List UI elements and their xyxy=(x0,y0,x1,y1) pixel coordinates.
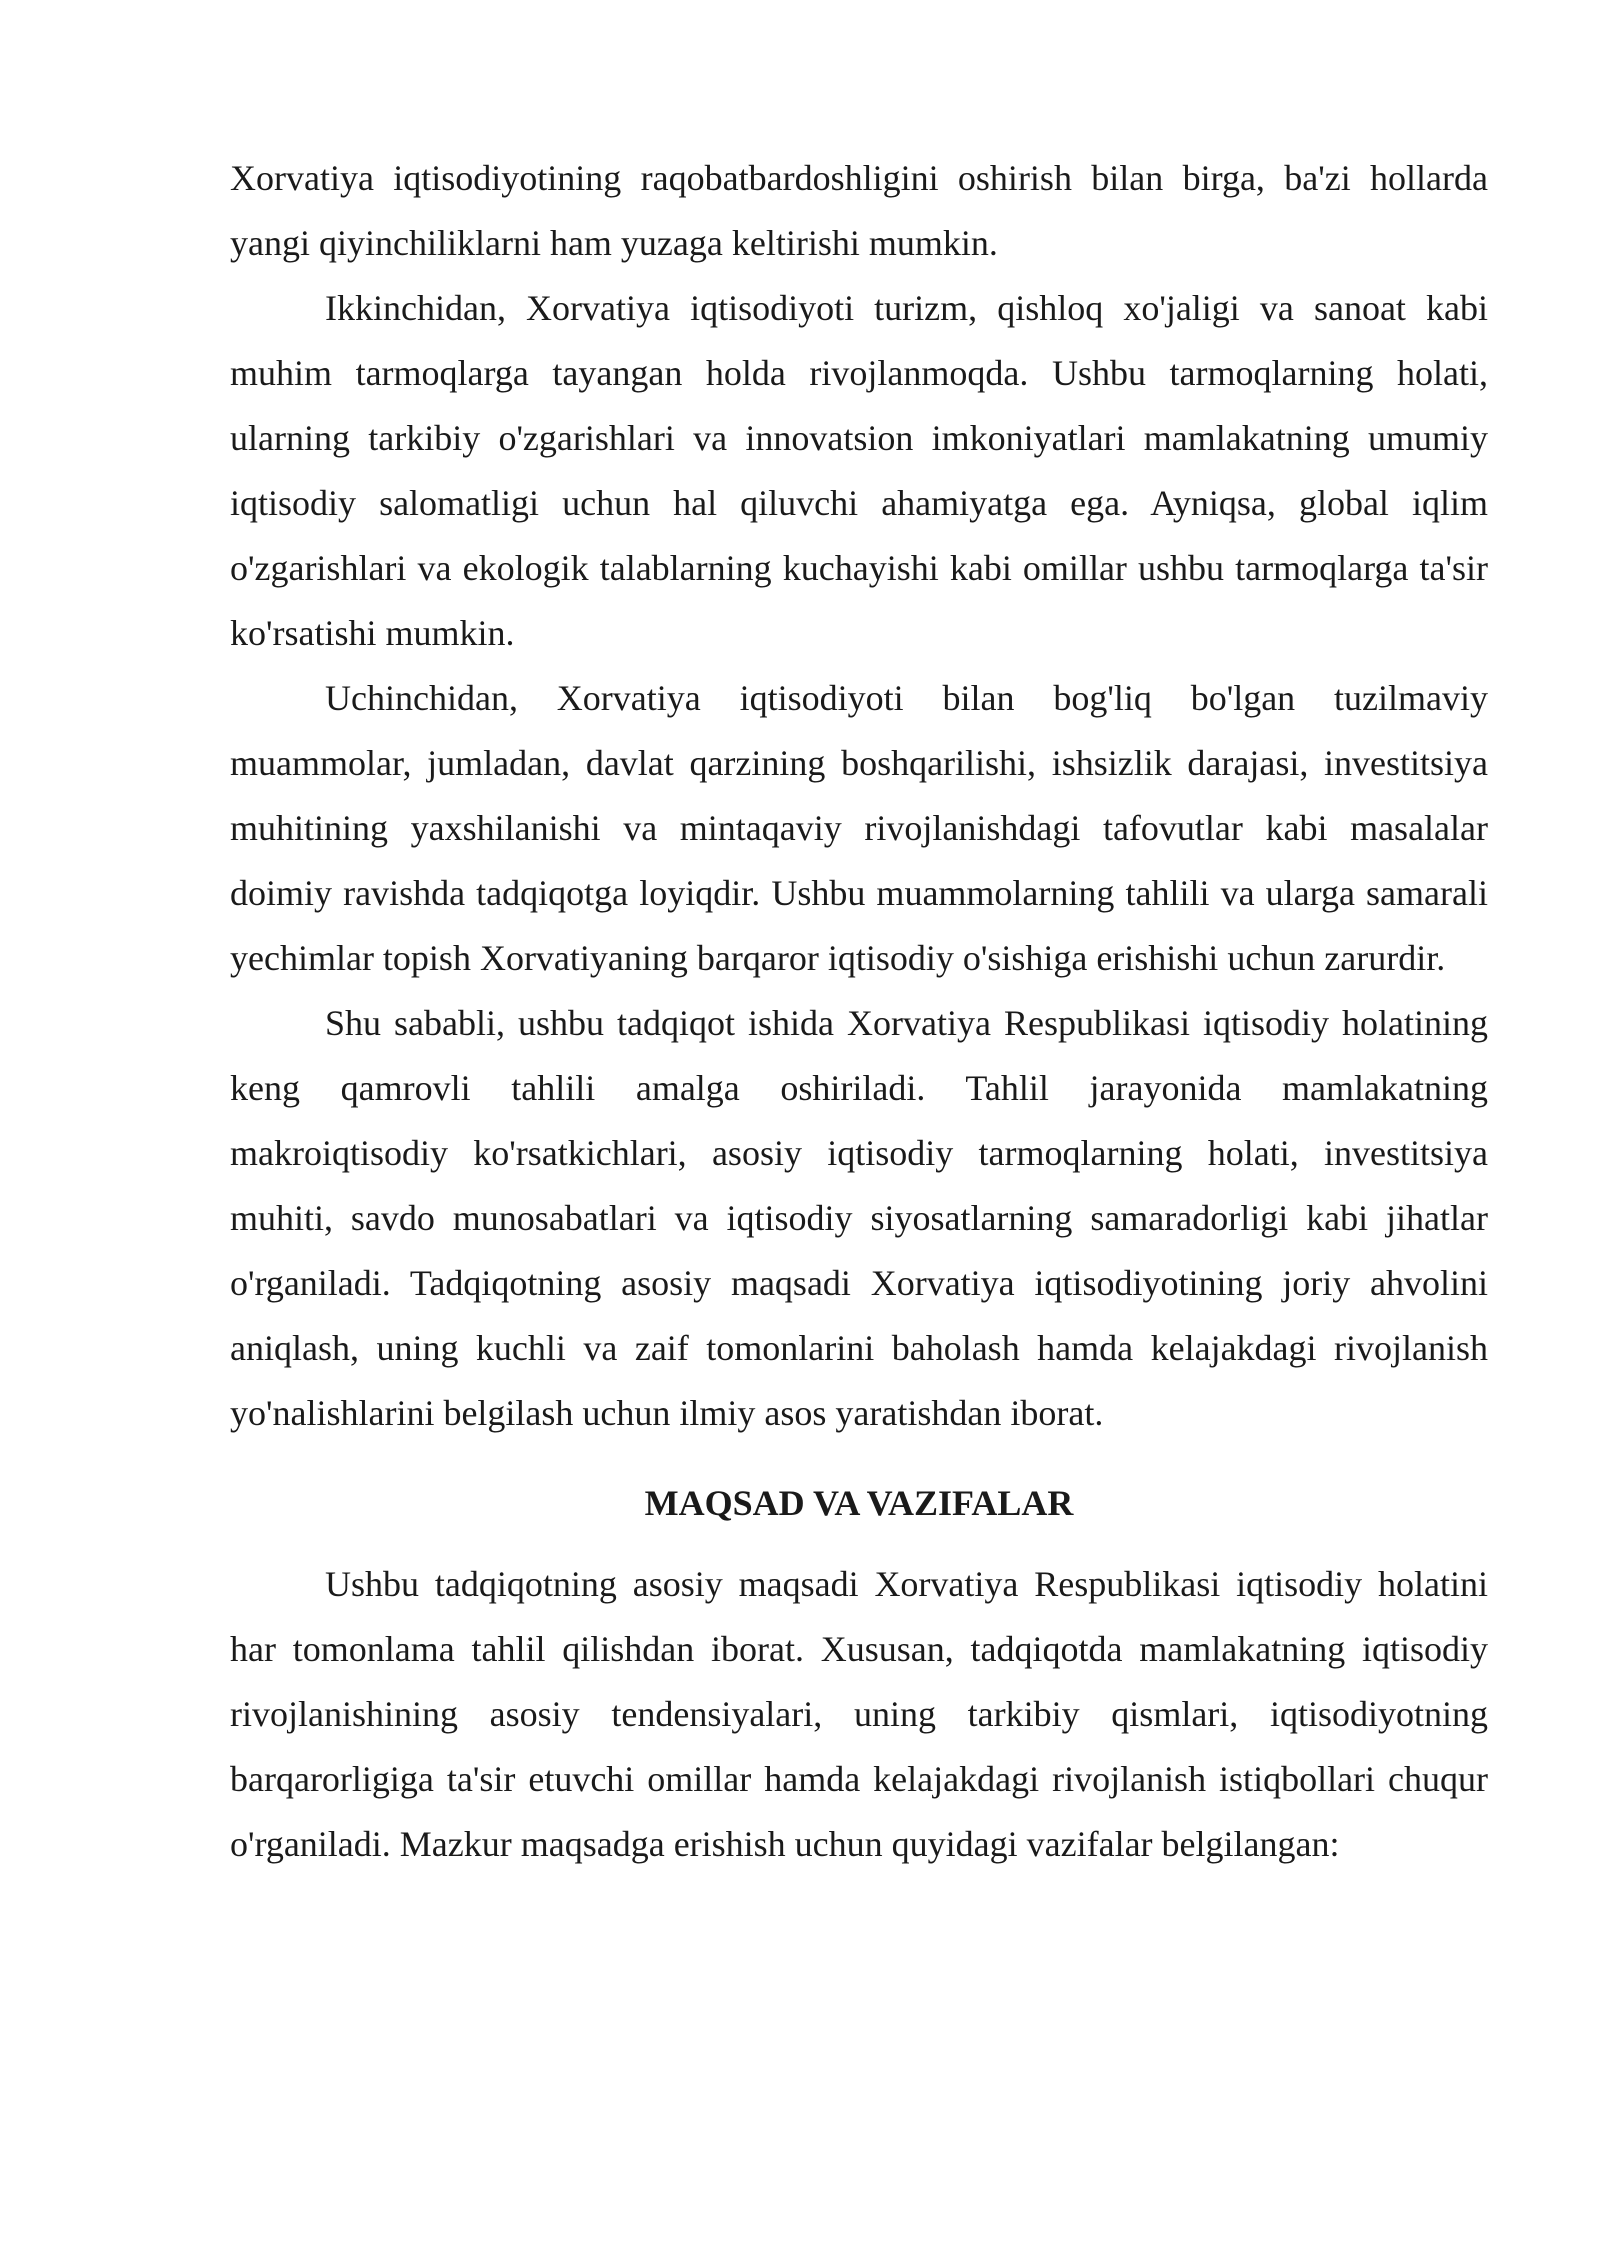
paragraph-goals: Ushbu tadqiqotning asosiy maqsadi Xorvatiya Respublikasi iqtisodiy holatini har tomonlama tahlil qilishdan iborat. Xususan, tadqiqotda mamlakatning iqtisodiy rivojlanishining asosiy tendensiyalari, uning tarkibiy qismlari, iqtisodiyotning barqarorligiga ta'sir etuvchi omillar hamda kelajakdagi rivojlanish istiqbollari chuqur o'rganiladi. Mazkur maqsadga erishish uchun quyidagi vazifalar belgilangan: xyxy=(230,1564,1488,1864)
page-body xyxy=(230,146,1488,1877)
paragraph-research-scope: Shu sababli, ushbu tadqiqot ishida Xorvatiya Respublikasi iqtisodiy holatining keng qamrovli tahlili amalga oshiriladi. Tahlil jarayonida mamlakatning makroiqtisodiy ko'rsatkichlari, asosiy iqtisodiy tarmoqlarning holati, investitsiya muhiti, savdo munosabatlari va iqtisodiy siyosatlarning samaradorligi kabi jihatlar o'rganiladi. Tadqiqotning asosiy maqsadi Xorvatiya iqtisodiyotining joriy ahvolini aniqlash, uning kuchli va zaif tomonlarini baholash hamda kelajakdagi rivojlanish yo'nalishlarini belgilash uchun ilmiy asos yaratishdan iborat. xyxy=(230,1003,1488,1433)
section-heading: MAQSAD VA VAZIFALAR xyxy=(644,1483,1074,1523)
paragraph-third: Uchinchidan, Xorvatiya iqtisodiyoti bilan bog'liq bo'lgan tuzilmaviy muammolar, jumladan, davlat qarzining boshqarilishi, ishsizlik darajasi, investitsiya muhitining yaxshilanishi va mintaqaviy rivojlanishdagi tafovutlar kabi masalalar doimiy ravishda tadqiqotga loyiqdir. Ushbu muammolarning tahlili va ularga samarali yechimlar topish Xorvatiyaning barqaror iqtisodiy o'sishiga erishishi uchun zarurdir. xyxy=(230,678,1488,978)
paragraph-second: Ikkinchidan, Xorvatiya iqtisodiyoti turizm, qishloq xo'jaligi va sanoat kabi muhim tarmoqlarga tayangan holda rivojlanmoqda. Ushbu tarmoqlarning holati, ularning tarkibiy o'zgarishlari va innovatsion imkoniyatlari mamlakatning umumiy iqtisodiy salomatligi uchun hal qiluvchi ahamiyatga ega. Ayniqsa, global iqlim o'zgarishlari va ekologik talablarning kuchayishi kabi omillar ushbu tarmoqlarga ta'sir ko'rsatishi mumkin. xyxy=(230,288,1488,653)
paragraph-continuation: Xorvatiya iqtisodiyotining raqobatbardoshligini oshirish bilan birga, ba'zi hollarda yangi qiyinchiliklarni ham yuzaga keltirishi mumkin. xyxy=(230,158,1488,263)
